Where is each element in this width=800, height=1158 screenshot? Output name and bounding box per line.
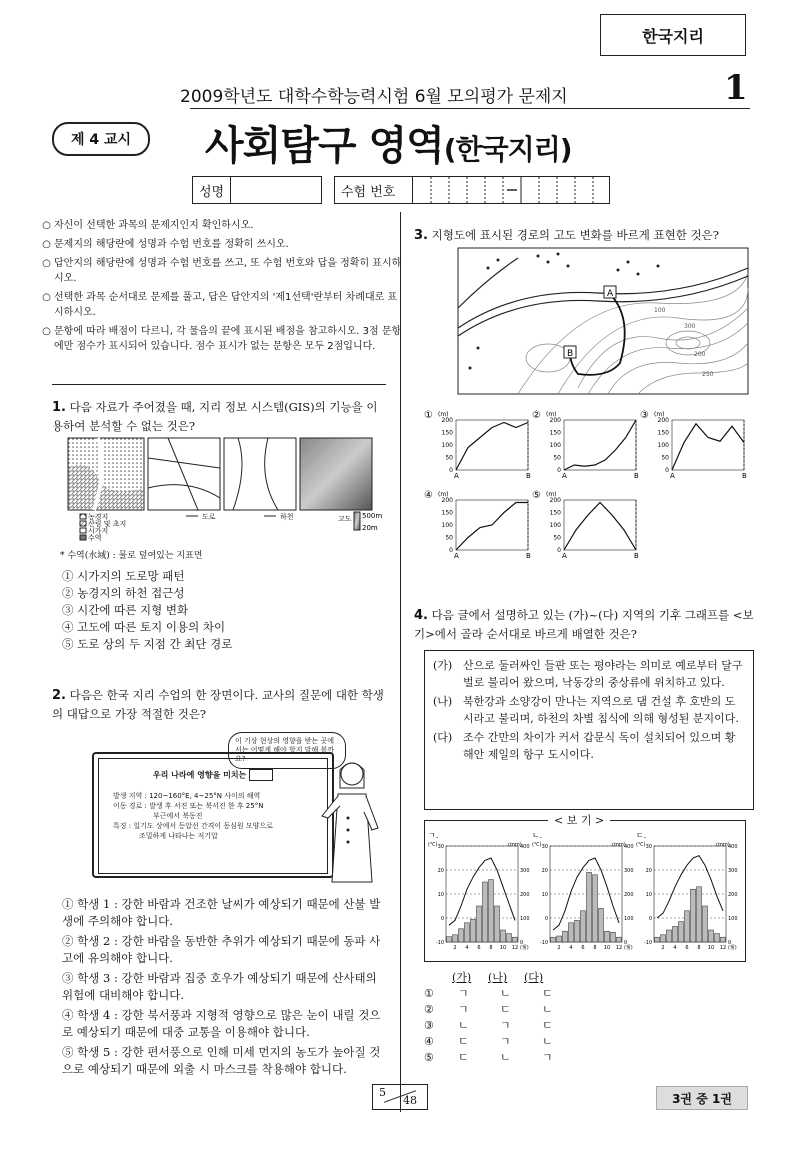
board-title: 우리 나라에 영향을 미치는 (152, 770, 247, 780)
answer-cell: ㄷ (500, 1003, 511, 1016)
exam-number-label: 수험 번호 (335, 177, 413, 203)
climate-temp-tick: -10 (435, 940, 444, 946)
climate-rain-tick: 400 (520, 844, 530, 850)
profile-tick: 100 (441, 442, 453, 449)
profile-tick: 200 (549, 417, 561, 424)
area-title (205, 114, 572, 171)
passage-na (433, 693, 745, 727)
contour-label-250: 250 (702, 371, 714, 378)
climate-temp-tick: 0 (440, 916, 444, 922)
notice-item: ○ 문제지의 해당란에 성명과 수험 번호를 정확히 쓰시오. (54, 237, 404, 252)
notice-rule (52, 384, 386, 385)
profile-tick: 50 (553, 454, 561, 462)
climate-bar (483, 882, 488, 942)
climate-chart (428, 831, 530, 951)
climate-month-tick: 6 (477, 945, 481, 951)
header-rule (190, 108, 750, 109)
board-blank (249, 769, 273, 781)
profile-line (564, 420, 636, 470)
climate-bar (593, 875, 598, 942)
climate-temp-tick: 20 (437, 868, 444, 874)
profile-tick: 200 (441, 497, 453, 504)
q4-passage-box (424, 650, 754, 810)
question-1-number: 1. (52, 400, 66, 415)
answer-mark: ③ (424, 1019, 434, 1032)
profile-x-label: A (562, 552, 567, 560)
climate-bar (655, 937, 660, 942)
q1-options (62, 568, 232, 653)
climate-bar (679, 922, 684, 942)
board-line: 부근에서 북동진 (153, 812, 203, 820)
question-3-stem (414, 226, 754, 245)
climate-bar (617, 937, 622, 942)
answer-cell: ㄷ (542, 1019, 553, 1032)
profile-tick: 50 (445, 534, 453, 542)
profile-tick: 200 (549, 497, 561, 504)
question-2-number: 2. (52, 688, 66, 703)
climate-bar (587, 872, 592, 942)
q4-answer-table (424, 970, 578, 1066)
profile-chart (532, 410, 639, 480)
question-4-stem (414, 606, 754, 643)
climate-month-tick: 2 (557, 945, 561, 951)
answer-option[interactable] (424, 1050, 578, 1066)
climate-chart-label: ㄷ. (636, 831, 647, 840)
climate-rain-tick: 0 (520, 940, 524, 946)
page-current: 5 (379, 1086, 386, 1099)
board-line: 이동 경로 : 발생 후 서진 또는 북서진 한 후 25°N (113, 802, 264, 810)
climate-rain-tick: 300 (728, 868, 738, 874)
climate-temp-tick: 0 (648, 916, 652, 922)
climate-month-tick: 10 (707, 945, 715, 951)
notice-item: ○ 문항에 따라 배점이 다르니, 각 물음의 끝에 표시된 배점을 참고하시오. 3점 문항에만 점수가 표시되어 있습니다. 점수 표시가 없는 문항은 모두 2점입니다. (54, 324, 404, 354)
climate-month-tick: 12 (615, 945, 623, 951)
climate-bar (611, 932, 616, 942)
answer-cell: ㄱ (500, 1035, 511, 1048)
profile-tick: 50 (553, 534, 561, 542)
blackboard (92, 752, 334, 878)
climate-bar (703, 906, 708, 942)
q2-option-5[interactable]: ⑤ 학생 5 : 강한 편서풍으로 인해 미세 먼지의 농도가 높아질 것으로 예상되기 때문에 외출 시 마스크를 착용해야 합니다. (62, 1045, 381, 1076)
legend-height-high: 500m (362, 512, 383, 520)
q2-option-4[interactable]: ④ 학생 4 : 강한 북서풍과 지형적 영향으로 많은 눈이 내릴 것으로 예상되기 때문에 대중 교통을 이용해야 합니다. (62, 1008, 381, 1039)
climate-temp-tick: 30 (645, 844, 652, 850)
contour-label-300: 300 (684, 323, 696, 330)
answer-mark: ⑤ (424, 1051, 434, 1064)
climate-bar (489, 880, 494, 942)
q2-option-2[interactable]: ② 학생 2 : 강한 바람을 동반한 추위가 예상되기 때문에 동파 사고에 유의해야 합니다. (62, 934, 381, 965)
answer-cell: ㄴ (500, 1051, 511, 1064)
profile-tick: 50 (661, 454, 669, 462)
profile-unit: (m) (654, 411, 665, 418)
q2-option-1[interactable]: ① 학생 1 : 강한 바람과 건조한 날씨가 예상되기 때문에 산불 발생에 주의해야 합니다. (62, 897, 381, 928)
board-line: 특징 : 일기도 상에서 등압선 간격이 동심원 모양으로 (113, 822, 273, 830)
climate-bar (721, 937, 726, 942)
q3-profile-charts (424, 406, 754, 558)
climate-rain-tick: 200 (624, 892, 634, 898)
notice-item: ○ 답안지의 해당란에 성명과 수험 번호를 쓰고, 또 수험 번호와 답을 정확히 표시하시오. (54, 256, 404, 286)
climate-bar (569, 923, 574, 942)
legend-height-low: 20m (362, 524, 378, 532)
profile-tick: 0 (449, 467, 453, 474)
profile-option-mark: ⑤ (532, 490, 541, 501)
answer-cell: ㄷ (458, 1051, 469, 1064)
passage-ga (433, 657, 745, 691)
passage-text: 조수 간만의 차이가 커서 갑문식 독이 설치되어 있으며 황해안 제일의 항구 도시이다. (463, 731, 736, 761)
answer-option[interactable] (424, 986, 578, 1002)
profile-chart (640, 410, 747, 480)
profile-x-label: B (526, 552, 531, 560)
q1-gis-layers (68, 438, 383, 550)
climate-rain-tick: 200 (728, 892, 738, 898)
climate-rain-tick: 300 (624, 868, 634, 874)
answer-cell: ㄱ (458, 987, 469, 1000)
profile-option-mark: ③ (640, 410, 649, 421)
profile-x-label: B (742, 472, 747, 480)
profile-tick: 0 (557, 547, 561, 554)
profile-x-label: B (634, 552, 639, 560)
legend-water: 수역 (88, 534, 102, 542)
climate-bar (477, 906, 482, 942)
answer-cell: ㄴ (500, 987, 511, 1000)
profile-line (564, 503, 636, 551)
profile-unit: (m) (438, 411, 449, 418)
climate-month-tick: 4 (673, 945, 677, 951)
climate-bar (709, 930, 714, 942)
profile-tick: 0 (665, 467, 669, 474)
q1-option-5[interactable]: ⑤ 도로 상의 두 지점 간 최단 경로 (62, 637, 233, 651)
climate-temp-tick: 10 (541, 892, 548, 898)
q2-option-3[interactable]: ③ 학생 3 : 강한 바람과 집중 호우가 예상되기 때문에 산사태의 위험에 대비해야 합니다. (62, 971, 377, 1002)
climate-bar (575, 920, 580, 942)
profile-chart (532, 490, 639, 560)
climate-bar (581, 911, 586, 942)
question-4-text: 다음 글에서 설명하고 있는 (가)~(다) 지역의 기후 그래프를 <보기>에서 골라 순서대로 바르게 배열한 것은? (414, 608, 754, 641)
answer-option[interactable] (424, 1018, 578, 1034)
road-map (148, 438, 220, 510)
climate-temp-unit: (℃) (428, 842, 438, 848)
profile-option-mark: ④ (424, 490, 433, 501)
climate-bar (465, 923, 470, 942)
profile-x-label: A (670, 472, 675, 480)
profile-unit: (m) (546, 491, 557, 498)
profile-tick: 100 (441, 522, 453, 529)
climate-temp-unit: (℃) (532, 842, 542, 848)
climate-bar (447, 937, 452, 942)
climate-temp-tick: -10 (643, 940, 652, 946)
legend-road: 도로 (202, 513, 216, 521)
profile-line (456, 423, 528, 471)
passage-label: (나) (433, 695, 453, 708)
profile-frame (564, 500, 636, 550)
climate-month-unit: (월) (624, 945, 633, 951)
q2-options (62, 896, 386, 1078)
passage-text: 북한강과 소양강이 만나는 지역으로 댐 건설 후 호반의 도시라고 불리며, 하천의 차별 침식에 의해 형성된 분지이다. (463, 695, 739, 725)
climate-temp-line (657, 856, 723, 918)
profile-tick: 150 (549, 509, 561, 517)
legend-farmland: 농경지 (88, 513, 109, 521)
climate-temp-tick: -10 (539, 940, 548, 946)
climate-month-tick: 6 (581, 945, 585, 951)
board-line: 조밀하게 나타나는 저기압 (139, 832, 218, 840)
answer-option[interactable] (424, 1002, 578, 1018)
profile-tick: 150 (441, 429, 453, 437)
climate-temp-line (449, 858, 515, 925)
notice-item: ○ 자신이 선택한 과목의 문제지인지 확인하시오. (54, 218, 404, 233)
profile-tick: 150 (657, 429, 669, 437)
climate-temp-tick: 20 (645, 868, 652, 874)
passage-text: 산으로 둘러싸인 들판 또는 평야라는 의미로 예로부터 달구벌로 불리어 왔으며, 낙동강의 중상류에 위치하고 있다. (463, 659, 743, 689)
area-title-subject: (한국지리) (443, 133, 572, 166)
profile-x-label: B (634, 472, 639, 480)
name-label: 성명 (193, 177, 231, 203)
legend-river: 하천 (280, 513, 294, 521)
climate-bar (551, 937, 556, 942)
climate-rain-tick: 100 (728, 916, 738, 922)
climate-chart-label: ㄱ. (428, 831, 439, 840)
climate-rain-tick: 200 (520, 892, 530, 898)
page-total: 48 (403, 1094, 417, 1107)
climate-bar (459, 929, 464, 942)
climate-temp-unit: (℃) (636, 842, 646, 848)
climate-rain-tick: 400 (624, 844, 634, 850)
board-line: 발생 지역 : 120~160°E, 4~25°N 사이의 해역 (113, 792, 261, 800)
climate-temp-tick: 20 (541, 868, 548, 874)
q1-option-1[interactable]: ① 시가지의 도로망 패턴 (62, 569, 185, 583)
climate-month-tick: 8 (593, 945, 597, 951)
answer-mark: ① (424, 987, 434, 1000)
climate-month-unit: (월) (520, 945, 529, 951)
notice-list (36, 218, 404, 358)
answer-cell: ㄴ (542, 1035, 553, 1048)
legend-height: 고도 (338, 515, 352, 523)
climate-bar (697, 887, 702, 942)
climate-temp-tick: 10 (437, 892, 444, 898)
profile-chart (424, 410, 531, 480)
climate-rain-tick: 400 (728, 844, 738, 850)
answer-header-na: (나) (488, 971, 508, 984)
climate-month-tick: 10 (603, 945, 611, 951)
question-2-stem (52, 686, 386, 723)
legend-urban: 시가지 (88, 527, 109, 535)
climate-month-unit: (월) (728, 945, 737, 951)
question-4-number: 4. (414, 608, 428, 623)
volume-badge: 3권 중 1권 (656, 1086, 748, 1110)
profile-tick: 0 (449, 547, 453, 554)
page-number: 1 (724, 68, 748, 108)
climate-month-tick: 2 (661, 945, 665, 951)
exam-title: 2009학년도 대학수학능력시험 6월 모의평가 문제지 (180, 87, 568, 107)
climate-bar (513, 937, 518, 942)
teacher-speech-bubble: 이 기상 현상의 영향을 받는 곳에서는 어떻게 해야 할지 말해 볼까요? (228, 732, 346, 769)
contour-label-200: 200 (694, 351, 706, 358)
climate-bar (453, 935, 458, 942)
climate-temp-tick: 30 (541, 844, 548, 850)
climate-rain-unit: (mm) (716, 842, 730, 848)
profile-line (672, 424, 744, 470)
climate-month-tick: 12 (719, 945, 727, 951)
river-map (224, 438, 296, 510)
climate-rain-tick: 0 (728, 940, 732, 946)
q1-footnote: * 수역(水域) : 물로 덮여있는 지표면 (60, 551, 203, 561)
climate-bar (563, 931, 568, 942)
climate-bar (501, 930, 506, 942)
profile-x-label: A (454, 472, 459, 480)
answer-cell: ㄷ (542, 987, 553, 1000)
profile-x-label: A (454, 552, 459, 560)
climate-rain-tick: 100 (520, 916, 530, 922)
q3-topographic-map (458, 248, 748, 394)
profile-unit: (m) (438, 491, 449, 498)
answer-mark: ④ (424, 1035, 434, 1048)
climate-bar (507, 934, 512, 942)
exam-number-field[interactable] (334, 176, 610, 204)
climate-rain-unit: (mm) (612, 842, 626, 848)
answer-header-da: (다) (524, 971, 544, 984)
profile-tick: 150 (441, 509, 453, 517)
answer-option[interactable] (424, 1034, 578, 1050)
answer-cell: ㄱ (458, 1003, 469, 1016)
contour-label-100: 100 (654, 307, 666, 314)
q1-option-4[interactable]: ④ 고도에 따른 토지 이용의 차이 (62, 620, 226, 634)
question-1-stem (52, 398, 386, 435)
page-counter (372, 1084, 428, 1110)
climate-month-tick: 4 (465, 945, 469, 951)
climate-temp-tick: 30 (437, 844, 444, 850)
answer-header-ga: (가) (452, 971, 472, 984)
profile-line (456, 503, 528, 551)
climate-chart (532, 831, 634, 951)
profile-unit: (m) (546, 411, 557, 418)
climate-chart (636, 831, 738, 951)
teacher-figure (318, 758, 386, 882)
profile-option-mark: ① (424, 410, 433, 421)
climate-bar (471, 919, 476, 942)
climate-month-tick: 12 (511, 945, 519, 951)
bogi-title: < 보 기 > (548, 812, 610, 828)
answer-header (424, 970, 578, 986)
question-3-number: 3. (414, 228, 428, 243)
profile-option-mark: ② (532, 410, 541, 421)
elevation-map (300, 438, 372, 510)
climate-bar (599, 908, 604, 942)
climate-bar (495, 906, 500, 942)
climate-rain-unit: (mm) (508, 842, 522, 848)
passage-label: (가) (433, 659, 453, 672)
answer-cell: ㄷ (458, 1035, 469, 1048)
climate-month-tick: 10 (499, 945, 507, 951)
climate-month-tick: 6 (685, 945, 689, 951)
climate-month-tick: 8 (697, 945, 701, 951)
climate-bar (715, 934, 720, 942)
climate-rain-tick: 100 (624, 916, 634, 922)
passage-da (433, 729, 745, 763)
q4-climate-charts (426, 830, 742, 958)
profile-x-label: B (526, 472, 531, 480)
climate-bar (673, 926, 678, 942)
answer-cell: ㄱ (500, 1019, 511, 1032)
q3-point-b: B (567, 349, 574, 359)
climate-month-tick: 4 (569, 945, 573, 951)
climate-temp-tick: 10 (645, 892, 652, 898)
climate-bar (605, 931, 610, 942)
profile-tick: 100 (549, 442, 561, 449)
question-2-text: 다음은 한국 지리 수업의 한 장면이다. 교사의 질문에 대한 학생의 대답으로 가장 적절한 것은? (52, 688, 384, 721)
legend-forest: 산림 및 초지 (88, 520, 127, 528)
climate-bar (691, 889, 696, 942)
profile-x-label: A (562, 472, 567, 480)
answer-cell: ㄱ (542, 1051, 553, 1064)
subject-box: 한국지리 (600, 14, 746, 56)
profile-tick: 200 (657, 417, 669, 424)
exam-number-cells (413, 177, 609, 203)
question-3-text: 지형도에 표시된 경로의 고도 변화를 바르게 표현한 것은? (431, 228, 719, 242)
period-badge: 제 4 교시 (52, 122, 150, 156)
climate-bar (667, 930, 672, 942)
area-title-main: 사회탐구 영역 (205, 123, 444, 169)
q1-option-3[interactable]: ③ 시간에 따른 지형 변화 (62, 603, 189, 617)
climate-chart-label: ㄴ. (532, 831, 543, 840)
name-field[interactable] (192, 176, 322, 204)
answer-mark: ② (424, 1003, 434, 1016)
climate-month-tick: 2 (453, 945, 457, 951)
climate-rain-tick: 0 (624, 940, 628, 946)
notice-item: ○ 선택한 과목 순서대로 문제를 풀고, 답은 답안지의 '제1선택'란부터 차례대로 표시하시오. (54, 290, 404, 320)
climate-bar (557, 936, 562, 942)
answer-cell: ㄴ (458, 1019, 469, 1032)
q3-point-a: A (607, 289, 614, 299)
question-1-text: 다음 자료가 주어졌을 때, 지리 정보 시스템(GIS)의 기능을 이용하여 분석할 수 없는 것은? (52, 400, 378, 433)
climate-bar (685, 911, 690, 942)
climate-rain-tick: 300 (520, 868, 530, 874)
answer-cell: ㄴ (542, 1003, 553, 1016)
profile-tick: 50 (445, 454, 453, 462)
passage-label: (다) (433, 731, 453, 744)
landuse-map (68, 438, 144, 510)
profile-tick: 200 (441, 417, 453, 424)
climate-bar (661, 935, 666, 942)
profile-tick: 100 (657, 442, 669, 449)
climate-temp-tick: 0 (544, 916, 548, 922)
profile-tick: 100 (549, 522, 561, 529)
q1-option-2[interactable]: ② 농경지의 하천 접근성 (62, 586, 185, 600)
profile-tick: 150 (549, 429, 561, 437)
profile-tick: 0 (557, 467, 561, 474)
climate-month-tick: 8 (489, 945, 493, 951)
profile-chart (424, 490, 531, 560)
